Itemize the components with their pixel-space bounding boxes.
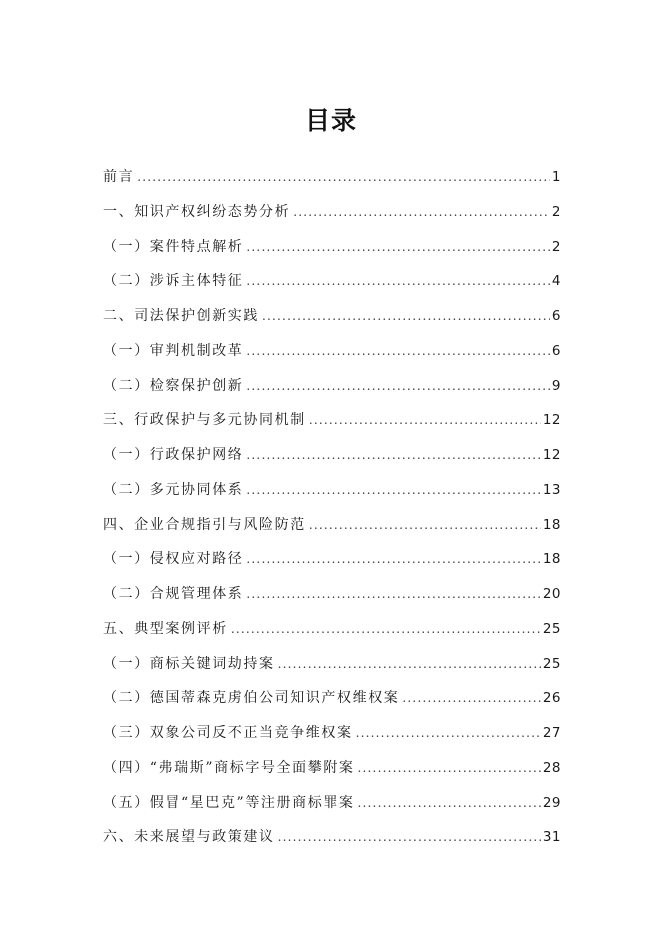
toc-entry-page-number: 18 (542, 516, 561, 533)
toc-entry-label: 五、典型案例评析 (103, 620, 228, 637)
toc-dot-leader (246, 334, 550, 369)
toc-entry-label: （一）审判机制改革 (103, 342, 244, 359)
toc-entry-page-number: 27 (542, 725, 561, 741)
toc-entry[interactable] (103, 786, 561, 821)
toc-entry-page-number: 6 (551, 342, 561, 359)
toc-entry[interactable] (103, 334, 561, 369)
toc-entry[interactable] (103, 716, 561, 751)
toc-dot-leader (358, 751, 541, 786)
toc-entry-label: （二）德国蒂森克虏伯公司知识产权维权案 (103, 690, 400, 707)
toc-entry[interactable] (103, 542, 561, 577)
toc-dot-leader (246, 542, 540, 577)
page-title: 目录 (304, 106, 357, 135)
toc-entry-page-number: 25 (542, 655, 561, 672)
toc-entry-label: 前言 (103, 169, 135, 185)
toc-entry-label: （一）侵权应对路径 (103, 551, 244, 568)
toc-entry-label: 三、行政保护与多元协同机制 (103, 412, 306, 429)
toc-entry-page-number: 29 (542, 794, 561, 811)
toc-entry[interactable] (103, 299, 561, 334)
toc-dot-leader (246, 577, 540, 612)
toc-entry-label: 四、企业合规指引与风险防范 (103, 516, 306, 533)
toc-dot-leader (246, 438, 540, 473)
toc-entry[interactable] (103, 369, 561, 404)
toc-dot-leader (402, 681, 540, 716)
toc-entry-label: （一）案件特点解析 (103, 238, 244, 255)
toc-dot-leader (262, 299, 550, 334)
toc-entry-page-number: 13 (542, 481, 561, 498)
toc-dot-leader (278, 647, 541, 682)
table-of-contents (103, 160, 561, 855)
toc-dot-leader (231, 612, 541, 647)
toc-entry-page-number: 4 (551, 273, 561, 290)
toc-entry[interactable] (103, 820, 561, 855)
toc-entry-label: 六、未来展望与政策建议 (103, 829, 275, 846)
toc-entry-page-number: 18 (542, 551, 561, 568)
toc-entry[interactable] (103, 230, 561, 265)
toc-dot-leader (246, 473, 540, 508)
toc-entry[interactable] (103, 473, 561, 508)
toc-entry-label: （二）检察保护创新 (103, 377, 244, 394)
toc-entry-page-number: 12 (542, 412, 561, 429)
toc-dot-leader (309, 508, 541, 543)
toc-entry-label: 二、司法保护创新实践 (103, 308, 259, 324)
toc-entry-page-number: 2 (551, 238, 561, 255)
toc-entry[interactable] (103, 577, 561, 612)
toc-entry-page-number: 12 (542, 447, 561, 463)
toc-entry[interactable] (103, 438, 561, 473)
toc-entry-label: （四）“弗瑞斯”商标字号全面攀附案 (103, 759, 355, 776)
toc-entry[interactable] (103, 403, 561, 438)
toc-entry-page-number: 28 (542, 759, 561, 776)
toc-entry-page-number: 31 (542, 829, 561, 846)
toc-entry-label: （五）假冒“星巴克”等注册商标罪案 (103, 794, 355, 811)
toc-entry-label: （三）双象公司反不正当竞争维权案 (103, 725, 353, 741)
toc-entry[interactable] (103, 681, 561, 716)
toc-entry-page-number: 2 (551, 203, 561, 220)
toc-entry[interactable] (103, 647, 561, 682)
toc-entry[interactable] (103, 508, 561, 543)
toc-entry-label: （一）行政保护网络 (103, 447, 244, 463)
toc-entry[interactable] (103, 751, 561, 786)
toc-entry-label: （二）多元协同体系 (103, 481, 244, 498)
toc-dot-leader (137, 160, 550, 195)
toc-dot-leader (293, 195, 550, 230)
toc-dot-leader (278, 820, 541, 855)
toc-entry-page-number: 1 (551, 169, 561, 185)
toc-entry-label: （二）合规管理体系 (103, 586, 244, 602)
toc-dot-leader (246, 264, 550, 299)
toc-entry[interactable] (103, 160, 561, 195)
toc-entry-label: 一、知识产权纠纷态势分析 (103, 203, 291, 220)
toc-entry-label: （一）商标关键词劫持案 (103, 655, 275, 672)
toc-dot-leader (356, 716, 541, 751)
toc-dot-leader (246, 230, 550, 265)
toc-dot-leader (358, 786, 541, 821)
toc-entry[interactable] (103, 612, 561, 647)
toc-entry-page-number: 9 (551, 377, 561, 394)
toc-entry[interactable] (103, 195, 561, 230)
toc-entry-label: （二）涉诉主体特征 (103, 273, 244, 290)
toc-entry-page-number: 6 (551, 308, 561, 324)
toc-dot-leader (309, 403, 541, 438)
toc-dot-leader (246, 369, 550, 404)
toc-entry-page-number: 25 (542, 620, 561, 637)
toc-entry[interactable] (103, 264, 561, 299)
toc-entry-page-number: 20 (542, 586, 561, 602)
toc-entry-page-number: 26 (542, 690, 561, 707)
